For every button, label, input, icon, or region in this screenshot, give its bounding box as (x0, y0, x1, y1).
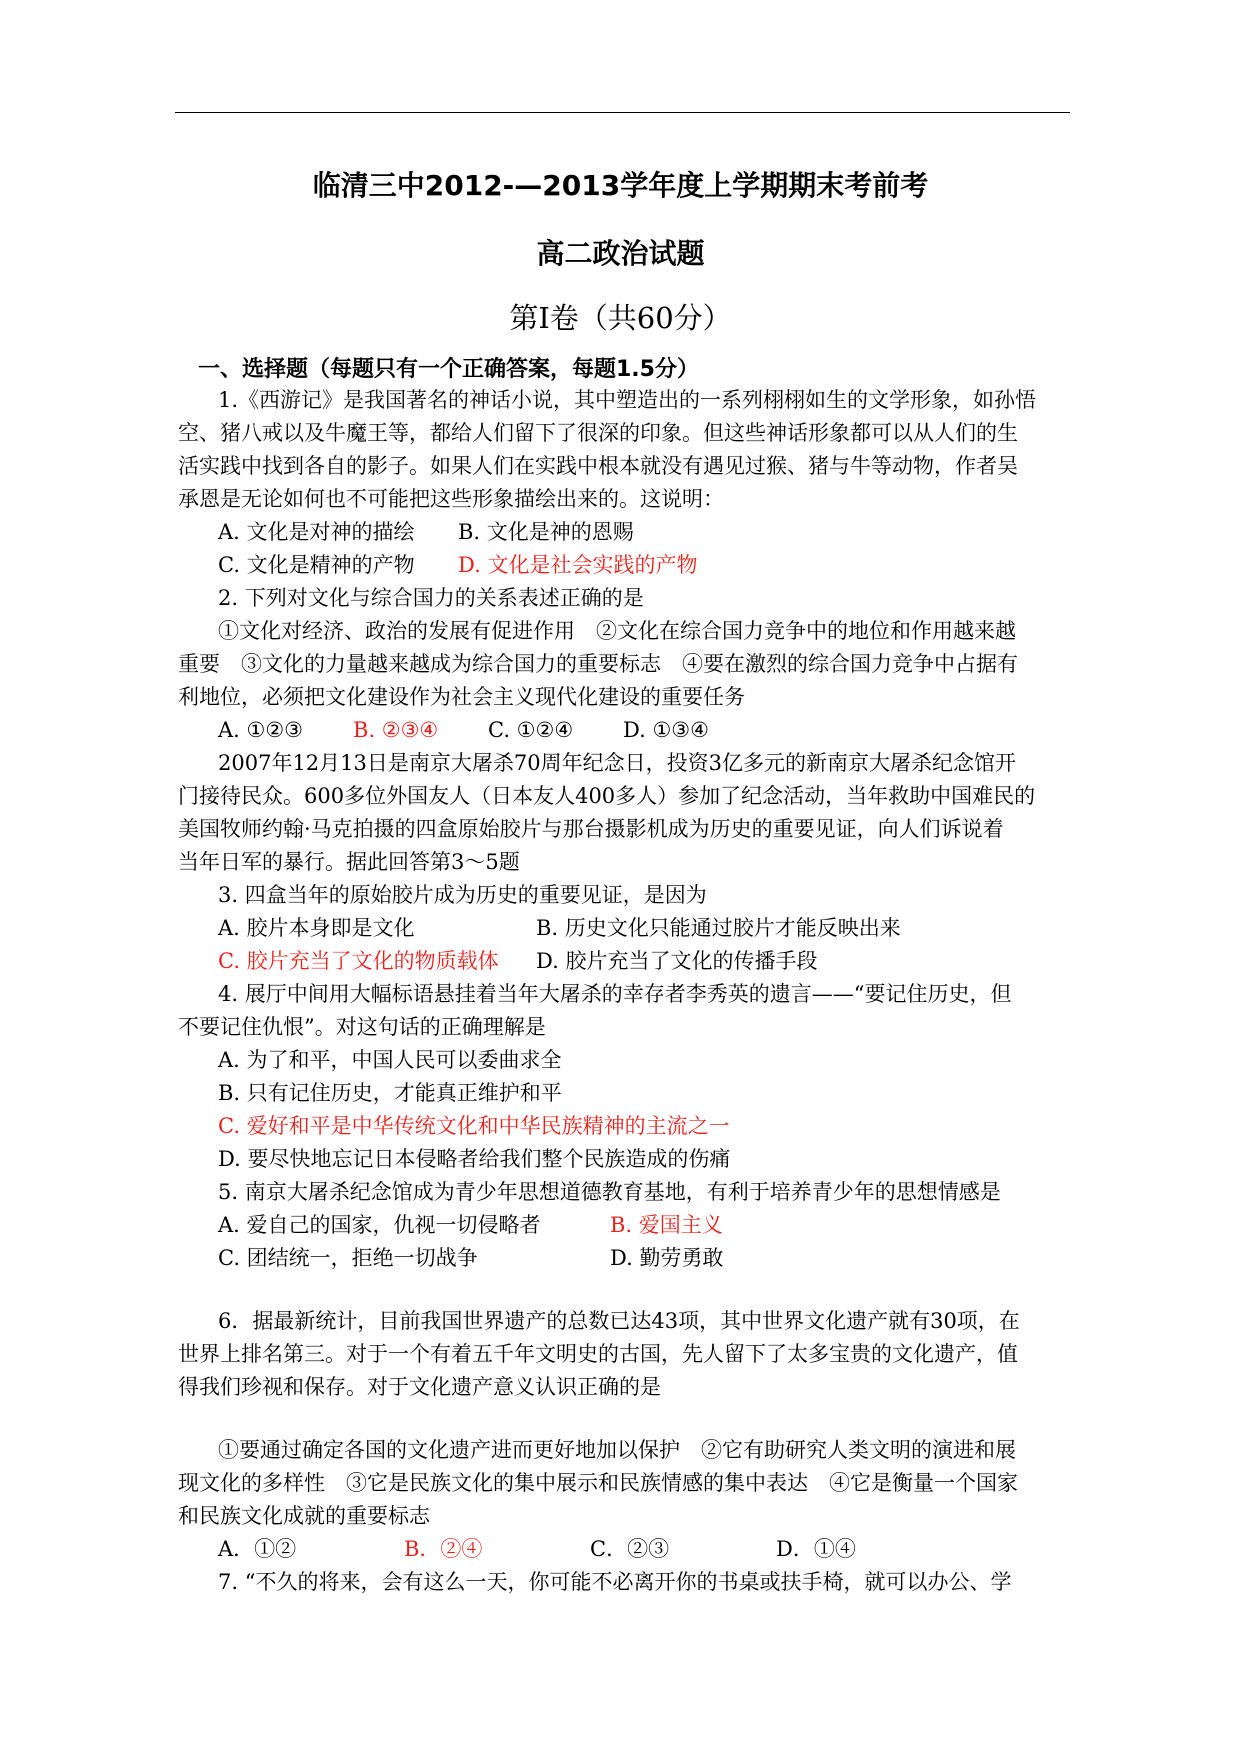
q3-options-row (178, 912, 1068, 945)
q1-option-a: A. 文化是对神的描绘 (218, 520, 415, 544)
q5-options-row (178, 1209, 1068, 1242)
q4-option-a: A. 为了和平，中国人民可以委曲求全 (218, 1048, 562, 1072)
q1-line: 空、猪八戒以及牛魔王等，都给人们留下了很深的印象。但这些神话形象都可以从人们的生 (178, 421, 1018, 445)
exam-title: 临清三中2012-—2013学年度上学期期末考前考 (312, 169, 929, 202)
section-heading: 一、选择题（每题只有一个正确答案，每题1.5分） (198, 357, 699, 382)
q4-option-c-answer: C. 爱好和平是中华传统文化和中华民族精神的主流之一 (218, 1114, 730, 1138)
q6-options-row (178, 1533, 1068, 1566)
q1-option-c: C. 文化是精神的产物 (218, 553, 415, 577)
q6-option-c: C．②③ (590, 1537, 670, 1561)
passage-line: 2007年12月13日是南京大屠杀70周年纪念日，投资3亿多元的新南京大屠杀纪念馆开 (218, 751, 1016, 775)
passage-line: 门接待民众。600多位外国友人（日本友人400多人）参加了纪念活动，当年救助中国难民的 (178, 784, 1036, 808)
q6-line: 世界上排名第三。对于一个有着五千年文明史的古国，先人留下了太多宝贵的文化遗产，值 (178, 1342, 1018, 1366)
q6-option-b-answer: B．②④ (404, 1537, 483, 1561)
q5-option-a: A. 爱自己的国家，仇视一切侵略者 (218, 1213, 541, 1237)
q6-line: 6．据最新统计，目前我国世界遗产的总数已达43项，其中世界文化遗产就有30项，在 (218, 1309, 1020, 1333)
q3-options-row (178, 945, 1068, 978)
questions (178, 384, 1068, 1599)
q4-line: 不要记住仇恨”。对这句话的正确理解是 (178, 1015, 546, 1039)
q1-options-row (178, 549, 1068, 582)
passage-line: 美国牧师约翰·马克拍摄的四盒原始胶片与那台摄影机成为历史的重要见证，向人们诉说着 (178, 817, 1004, 841)
q4-line: 4. 展厅中间用大幅标语悬挂着当年大屠杀的幸存者李秀英的遗言——“要记住历史，但 (218, 982, 1012, 1006)
q2-line: 重要 ③文化的力量越来越成为综合国力的重要标志 ④要在激烈的综合国力竞争中占据有 (178, 652, 1018, 676)
q5-option-d: D. 勤劳勇敢 (610, 1246, 724, 1270)
q7-line: 7. “不久的将来，会有这么一天，你可能不必离开你的书桌或扶手椅，就可以办公、学 (218, 1570, 1012, 1594)
q1-line: 活实践中找到各自的影子。如果人们在实践中根本就没有遇见过猴、猪与牛等动物，作者吴 (178, 454, 1018, 478)
q6-option-a: A．①② (218, 1537, 297, 1561)
q2-options-row (178, 714, 1068, 747)
q3-option-d: D. 胶片充当了文化的传播手段 (536, 949, 818, 973)
q2-stem: 2. 下列对文化与综合国力的关系表述正确的是 (218, 586, 644, 610)
q4-option-b: B. 只有记住历史，才能真正维护和平 (218, 1081, 562, 1105)
q3-option-a: A. 胶片本身即是文化 (218, 916, 415, 940)
q6-statement-line: 和民族文化成就的重要标志 (178, 1504, 430, 1528)
q3-stem: 3. 四盒当年的原始胶片成为历史的重要见证，是因为 (218, 883, 707, 907)
spacer (178, 1404, 1068, 1434)
q6-statement-line: 现文化的多样性 ③它是民族文化的集中展示和民族情感的集中表达 ④它是衡量一个国家 (178, 1471, 1018, 1495)
q5-options-row (178, 1242, 1068, 1275)
q4-option-d: D. 要尽快地忘记日本侵略者给我们整个民族造成的伤痛 (218, 1147, 731, 1171)
q5-stem: 5. 南京大屠杀纪念馆成为青少年思想道德教育基地，有利于培养青少年的思想情感是 (218, 1180, 1001, 1204)
q1-option-d-answer: D. 文化是社会实践的产物 (458, 553, 698, 577)
q1-options-row (178, 516, 1068, 549)
q3-option-c-answer: C. 胶片充当了文化的物质载体 (218, 949, 499, 973)
q6-option-d: D．①④ (776, 1537, 856, 1561)
q1-line: 1.《西游记》是我国著名的神话小说，其中塑造出的一系列栩栩如生的文学形象，如孙悟 (218, 388, 1037, 412)
q6-line: 得我们珍视和保存。对于文化遗产意义认识正确的是 (178, 1375, 661, 1399)
spacer (178, 1275, 1068, 1305)
exam-subject-title: 高二政治试题 (536, 237, 705, 270)
q5-option-c: C. 团结统一，拒绝一切战争 (218, 1246, 478, 1270)
q5-option-b-answer: B. 爱国主义 (610, 1213, 723, 1237)
header-rule (175, 112, 1070, 113)
q2-option-c: C. ①②④ (488, 718, 574, 742)
q1-line: 承恩是无论如何也不可能把这些形象描绘出来的。这说明： (178, 487, 724, 511)
q6-statement-line: ①要通过确定各国的文化遗产进而更好地加以保护 ②它有助研究人类文明的演进和展 (218, 1438, 1016, 1462)
passage-line: 当年日军的暴行。据此回答第3～5题 (178, 850, 520, 874)
q2-line: 利地位，必须把文化建设作为社会主义现代化建设的重要任务 (178, 685, 745, 709)
q2-option-b-answer: B. ②③④ (353, 718, 439, 742)
q2-option-a: A. ①②③ (218, 718, 303, 742)
q1-option-b: B. 文化是神的恩赐 (458, 520, 634, 544)
q3-option-b: B. 历史文化只能通过胶片才能反映出来 (536, 916, 901, 940)
q2-option-d: D. ①③④ (623, 718, 709, 742)
volume-title: 第Ⅰ卷（共60分） (509, 301, 732, 335)
q2-line: ①文化对经济、政治的发展有促进作用 ②文化在综合国力竞争中的地位和作用越来越 (218, 619, 1016, 643)
